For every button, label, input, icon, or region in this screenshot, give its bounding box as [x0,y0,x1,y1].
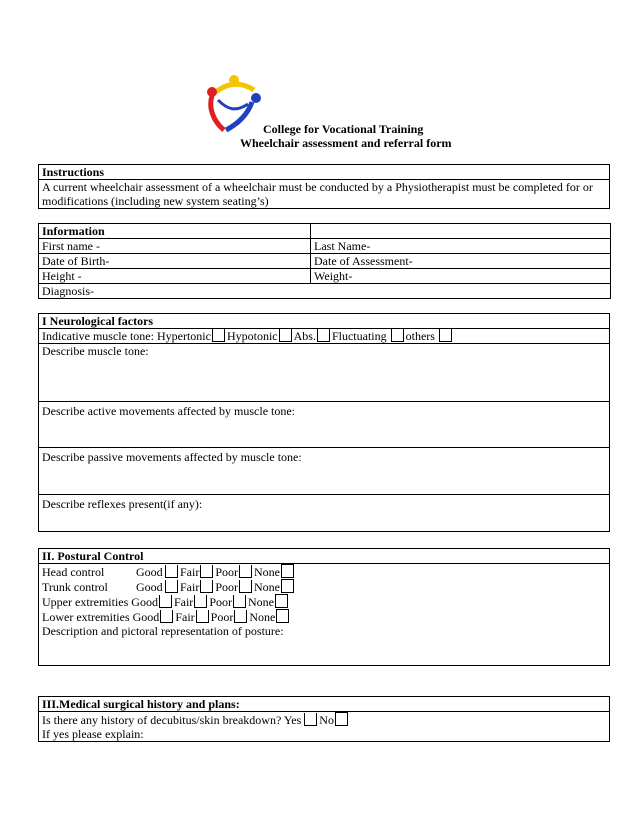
fair-checkbox[interactable] [200,565,213,578]
none-checkbox[interactable] [275,594,288,608]
postural-row-label: Lower extremities Good [42,610,160,624]
fluctuating-label: Fluctuating [331,329,387,343]
none-label: None [254,565,281,579]
date-assessment-field[interactable]: Date of Assessment- [311,254,611,269]
muscle-tone-label: Indicative muscle tone: Hypertonic [42,329,211,343]
medical-section [38,696,610,742]
others-checkbox[interactable] [439,329,452,342]
poor-label: Poor [210,610,234,624]
postural-body [39,564,610,666]
height-field[interactable]: Height - [39,269,311,284]
good-checkbox[interactable] [160,610,173,623]
fair-label: Fair [180,565,200,579]
abs-checkbox[interactable] [317,329,330,342]
good-checkbox[interactable] [159,595,172,608]
others-label: others [405,329,435,343]
poor-checkbox[interactable] [234,610,247,623]
none-label: None [247,595,274,609]
hypertonic-checkbox[interactable] [212,329,225,342]
instructions-text: A current wheelchair assessment of a wheelchair must be conducted by a Physiotherapist must be completed for or modifications (including new system seating’s) [39,180,610,209]
explain-field[interactable]: If yes please explain: [42,727,144,741]
none-label: None [254,580,281,594]
good-checkbox[interactable] [165,565,178,578]
poor-label: Poor [209,595,232,609]
none-checkbox[interactable] [281,579,294,593]
diagnosis-field[interactable]: Diagnosis- [39,284,611,299]
poor-checkbox[interactable] [239,565,252,578]
postural-section [38,548,610,666]
information-title: Information [39,224,311,239]
dob-field[interactable]: Date of Birth- [39,254,311,269]
postural-row-trunk [42,579,606,594]
hypotonic-checkbox[interactable] [279,329,292,342]
postural-row-upper [42,594,606,609]
none-checkbox[interactable] [281,564,294,578]
muscle-tone-row [39,329,610,344]
poor-label: Poor [215,565,239,579]
good-checkbox[interactable] [165,580,178,593]
form-title: Wheelchair assessment and referral form [240,136,452,150]
abs-label: Abs. [293,329,316,343]
no-label: No [319,713,334,727]
fair-label: Fair [180,580,200,594]
instructions-section [38,164,610,209]
fair-checkbox[interactable] [194,595,207,608]
describe-passive-field[interactable]: Describe passive movements affected by muscle tone: [39,448,610,495]
medical-title: III.Medical surgical history and plans: [39,697,610,712]
describe-reflexes-field[interactable]: Describe reflexes present(if any): [39,495,610,532]
fair-label: Fair [175,610,195,624]
describe-tone-field[interactable]: Describe muscle tone: [39,344,610,402]
neuro-title: I Neurological factors [39,314,610,329]
poor-checkbox[interactable] [239,580,252,593]
postural-row-lower [42,609,606,624]
postural-row-head [42,564,606,579]
information-title-blank [311,224,611,239]
postural-row-label: Trunk control [42,580,108,594]
fair-label: Fair [173,595,194,609]
fair-checkbox[interactable] [200,580,213,593]
good-label: Good [136,580,163,594]
postural-row-label: Head control [42,565,105,579]
good-label: Good [136,565,163,579]
information-section [38,223,611,299]
none-label: None [249,610,276,624]
decubitus-row [39,712,610,742]
first-name-field[interactable]: First name - [39,239,311,254]
none-checkbox[interactable] [276,609,289,623]
posture-description-field[interactable]: Description and pictoral representation of posture: [42,624,284,638]
postural-row-label: Upper extremities Good [42,595,158,609]
college-name: College for Vocational Training [263,122,424,136]
fair-checkbox[interactable] [196,610,209,623]
neurological-section [38,313,610,532]
hypotonic-label: Hypotonic [226,329,278,343]
weight-field[interactable]: Weight- [311,269,611,284]
fluctuating-checkbox[interactable] [391,329,404,342]
instructions-title: Instructions [39,165,610,180]
describe-active-field[interactable]: Describe active movements affected by muscle tone: [39,402,610,448]
postural-title: II. Postural Control [39,549,610,564]
poor-checkbox[interactable] [233,595,246,608]
decubitus-question: Is there any history of decubitus/skin breakdown? Yes [42,713,302,727]
poor-label: Poor [215,580,239,594]
yes-checkbox[interactable] [304,713,317,726]
no-checkbox[interactable] [335,712,348,726]
last-name-field[interactable]: Last Name- [311,239,611,254]
college-logo [202,74,266,136]
